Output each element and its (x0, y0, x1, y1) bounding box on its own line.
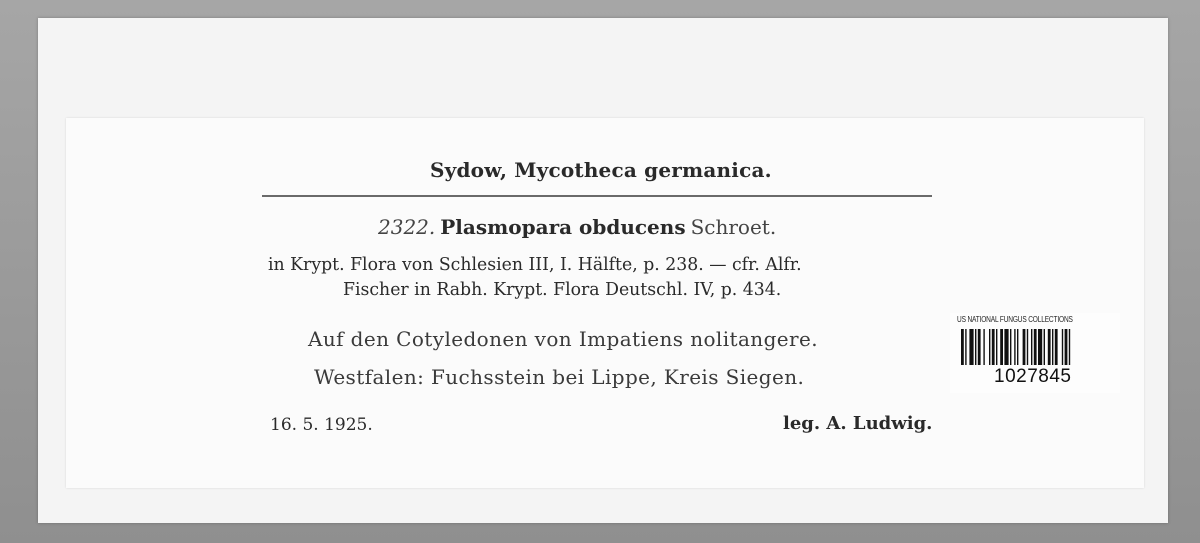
barcode-bar (992, 329, 995, 365)
barcode-bar (1048, 329, 1051, 365)
barcode-title: US NATIONAL FUNGUS COLLECTIONS (957, 315, 1073, 324)
barcode-bar (1062, 329, 1063, 365)
barcode-bar (969, 329, 973, 365)
species-number: 2322. (378, 215, 436, 239)
barcode-bar (978, 329, 981, 365)
barcode-number: 1027845 (994, 366, 1072, 387)
reference-line-1: in Krypt. Flora von Schlesien III, I. Hälfte, p. 238. — cfr. Alfr. (268, 254, 802, 275)
barcode-bar (965, 329, 966, 365)
species-author: Schroet. (690, 215, 777, 239)
reference-line-2: Fischer in Rabh. Krypt. Flora Deutschl. IV, p. 434. (343, 279, 782, 300)
barcode-bar (961, 329, 964, 365)
locality-line: Westfalen: Fuchsstein bei Lippe, Kreis Siegen. (314, 365, 805, 389)
barcode-bar (1034, 329, 1037, 365)
barcode-bar (1044, 329, 1045, 365)
barcode-bar (1055, 329, 1058, 365)
series-heading: Sydow, Mycotheca germanica. (430, 158, 772, 182)
barcode-bar (1014, 329, 1015, 365)
species-line (378, 215, 776, 240)
collector-name: leg. A. Ludwig. (783, 413, 933, 434)
barcode-bar (1010, 329, 1011, 365)
barcode-bar (1000, 329, 1003, 365)
barcode-bar (1027, 329, 1028, 365)
barcode-bar (1023, 329, 1026, 365)
barcode-bar (983, 329, 984, 365)
barcode-bar (1017, 329, 1018, 365)
barcode-bar (996, 329, 997, 365)
barcode-bar (1069, 329, 1070, 365)
species-name: Plasmopara obducens (440, 215, 686, 239)
barcode-bar (975, 329, 976, 365)
barcode-bar (1065, 329, 1068, 365)
heading-rule (262, 195, 932, 197)
barcode-bar (1031, 329, 1032, 365)
barcode-label (950, 313, 1120, 393)
barcode-bar (1004, 329, 1008, 365)
barcode-bar (1052, 329, 1053, 365)
barcode-bar (1038, 329, 1042, 365)
collection-date: 16. 5. 1925. (270, 415, 373, 435)
host-line: Auf den Cotyledonen von Impatiens nolitangere. (308, 327, 818, 351)
barcode-bar (989, 329, 990, 365)
barcode-icon (961, 329, 1109, 365)
